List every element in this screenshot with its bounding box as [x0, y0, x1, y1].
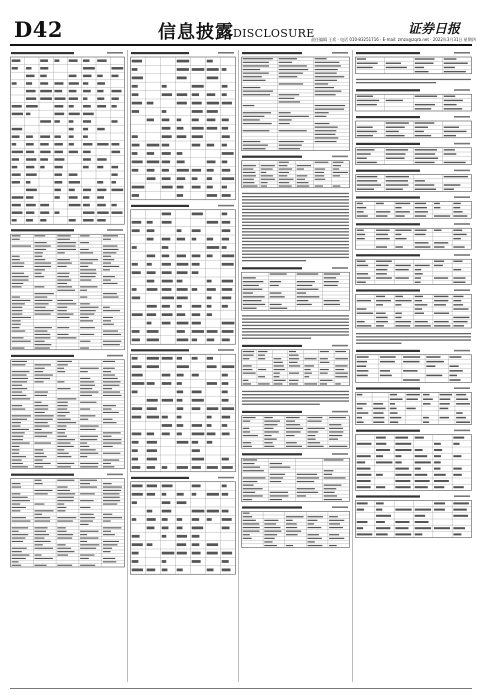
- section-title-en: DISCLOSURE: [233, 27, 315, 40]
- disclosure-table: [356, 495, 472, 537]
- newspaper-logo: 证券日报: [408, 22, 461, 37]
- disclosure-table: [242, 506, 350, 547]
- disclosure-table: [356, 430, 472, 491]
- disclosure-table: [242, 453, 350, 501]
- disclosure-table: [356, 170, 472, 192]
- column-4-tables: [355, 50, 472, 682]
- column-divider: [127, 50, 128, 682]
- disclosure-table: [356, 254, 472, 284]
- column-3-tables: [241, 50, 350, 682]
- disclosure-table: [356, 52, 472, 74]
- column-3: [241, 50, 350, 682]
- disclosure-paragraph: [242, 193, 349, 261]
- disclosure-table: [131, 52, 236, 200]
- disclosure-table: [131, 205, 236, 344]
- column-divider: [238, 50, 239, 682]
- disclosure-table: [11, 52, 125, 224]
- disclosure-paragraph: [242, 315, 349, 339]
- column-divider: [352, 50, 353, 682]
- disclosure-table: [356, 223, 472, 249]
- disclosure-table: [131, 349, 236, 472]
- page-byline: 责任编辑 王希 · 电话 010-83251716 · E-mail: zmzx@zqrb.net · 2022年3月31日 星期四: [311, 37, 476, 42]
- disclosure-table: [131, 477, 236, 574]
- column-2-tables: [130, 50, 236, 682]
- section-title: 信息披露: [158, 22, 234, 43]
- disclosure-table: [242, 267, 350, 310]
- column-1: [10, 50, 125, 682]
- disclosure-table: [356, 89, 472, 111]
- masthead: [0, 0, 484, 44]
- footer-rule: [10, 688, 472, 689]
- disclosure-table: [356, 350, 472, 383]
- disclosure-paragraph: [242, 391, 349, 405]
- column-1-tables: [10, 50, 125, 682]
- masthead-rule: [10, 44, 472, 46]
- disclosure-table: [242, 345, 350, 386]
- column-2: [130, 50, 236, 682]
- disclosure-table: [11, 229, 125, 350]
- disclosure-table: [11, 355, 125, 469]
- disclosure-paragraph: [356, 333, 471, 344]
- disclosure-table: [356, 289, 472, 328]
- disclosure-table: [356, 387, 472, 424]
- disclosure-table: [356, 116, 472, 138]
- disclosure-table: [242, 52, 350, 151]
- disclosure-paragraph: [356, 79, 471, 84]
- disclosure-table: [242, 411, 350, 448]
- disclosure-table: [356, 143, 472, 165]
- disclosure-table: [242, 156, 350, 188]
- disclosure-table: [11, 474, 125, 567]
- column-4: [355, 50, 472, 682]
- page-number: D42: [14, 17, 63, 42]
- disclosure-table: [356, 196, 472, 218]
